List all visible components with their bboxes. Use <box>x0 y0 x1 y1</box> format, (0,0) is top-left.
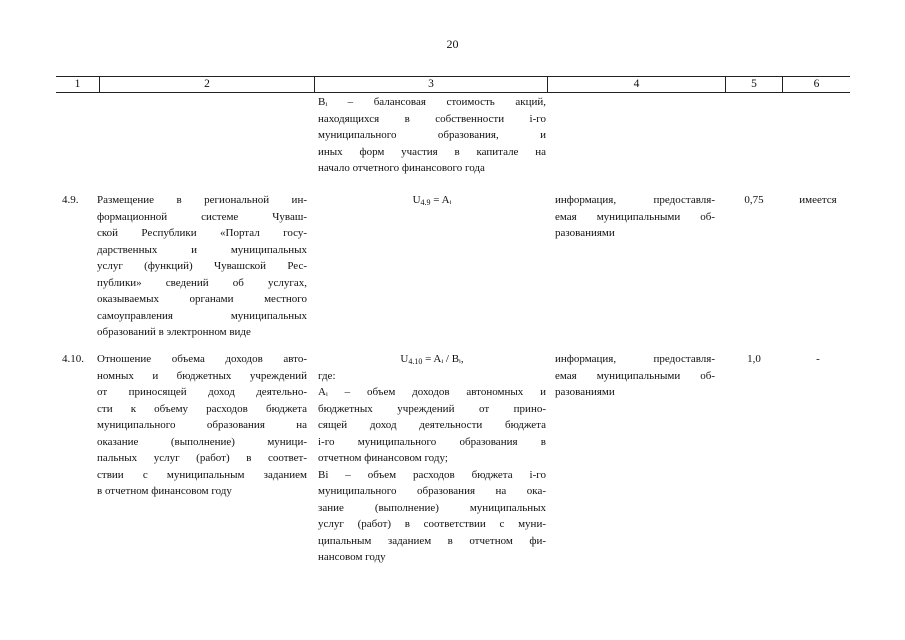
text-line: Размещение в региональной ин- <box>97 194 307 206</box>
text-line: Aᵢ – объем доходов автономных и <box>318 386 546 398</box>
text-line: оказание (выполнение) муници- <box>97 435 307 448</box>
text-line: находящихся в собственности і-го <box>318 112 546 125</box>
text-line: начало отчетного финансового года <box>318 162 485 174</box>
text-line: дарственных и муниципальных <box>97 243 307 256</box>
formula-subscript: 4.9 <box>420 198 431 207</box>
indicator-name <box>97 192 307 341</box>
text-line: номных и бюджетных учреждений <box>97 369 307 382</box>
text-line: самоуправления муниципальных <box>97 309 307 322</box>
data-source <box>555 192 715 242</box>
formula-symbol: U <box>400 353 409 365</box>
text-line: услуг (функций) Чувашской Рес- <box>97 260 307 272</box>
text-line: Отношение объема доходов авто- <box>97 353 307 365</box>
text-line: оказываемых органами местного <box>97 293 307 305</box>
text-line: Bᵢ – балансовая стоимость акций, <box>318 96 546 108</box>
text-line: ципальным заданием в отчетном фи- <box>318 534 546 547</box>
header-col-3: 3 <box>428 78 434 90</box>
text-line: ской Республики «Портал госу- <box>97 227 307 239</box>
text-line: емая муниципальными об- <box>555 369 715 382</box>
formula-line <box>318 351 546 368</box>
formula-expression: = Aᵢ / Bᵢ, <box>422 353 464 365</box>
text-line: зание (выполнение) муниципальных <box>318 501 546 514</box>
formula-subscript: 4.10 <box>408 357 423 366</box>
indicator-value: - <box>816 353 820 365</box>
text-line: от приносящей доход деятельно- <box>97 386 307 398</box>
continuation-formula-text <box>318 94 546 177</box>
text-line: пальных услуг (работ) в соответ- <box>97 452 307 464</box>
formula-line <box>318 192 546 209</box>
header-col-6: 6 <box>813 78 820 90</box>
text-line: і-го муниципального образования в <box>318 435 546 448</box>
formula-symbol: U <box>412 194 421 206</box>
text-line: формационной системе Чуваш- <box>97 210 307 223</box>
text-line: разованиями <box>555 386 615 398</box>
formula <box>318 351 546 566</box>
text-line: в отчетном финансовом году <box>97 485 232 497</box>
indicator-value: имеется <box>799 194 837 206</box>
table-header-row <box>56 76 850 93</box>
text-line: бюджетных учреждений от прино- <box>318 402 546 415</box>
text-line: емая муниципальными об- <box>555 210 715 223</box>
text-line: образований в электронном виде <box>97 326 251 338</box>
data-source <box>555 351 715 401</box>
text-line: отчетном финансовом году; <box>318 452 448 464</box>
text-line: услуг (работ) в соответствии с муни- <box>318 518 546 530</box>
text-line: разованиями <box>555 227 615 239</box>
text-line: где: <box>318 369 336 382</box>
text-line: информация, предоставля- <box>555 194 715 206</box>
header-col-5: 5 <box>751 78 757 90</box>
text-line: сти к объему расходов бюджета <box>97 402 307 415</box>
text-line: ствии с муниципальным заданием <box>97 468 307 481</box>
header-col-1: 1 <box>74 78 81 90</box>
header-col-4: 4 <box>633 78 640 90</box>
text-line: сящей доход деятельности бюджета <box>318 419 546 431</box>
formula <box>318 192 546 209</box>
header-col-2: 2 <box>204 78 210 90</box>
text-line: муниципального образования на <box>97 419 307 431</box>
text-line: информация, предоставля- <box>555 353 715 365</box>
text-line: нансовом году <box>318 551 386 563</box>
text-line: иных форм участия в капитале на <box>318 145 546 158</box>
indicator-name <box>97 351 307 500</box>
weight-value: 1,0 <box>747 353 761 365</box>
row-number: 4.10. <box>62 353 84 365</box>
text-line: публики» сведений об услугах, <box>97 276 307 289</box>
row-number: 4.9. <box>62 194 79 206</box>
formula-expression: = Aᵢ <box>430 194 452 206</box>
text-line: Bi – объем расходов бюджета і-го <box>318 468 546 481</box>
weight-value: 0,75 <box>744 194 764 206</box>
text-line: муниципального образования на ока- <box>318 485 546 497</box>
text-line: муниципального образования, и <box>318 129 546 141</box>
page-number: 20 <box>446 37 459 51</box>
